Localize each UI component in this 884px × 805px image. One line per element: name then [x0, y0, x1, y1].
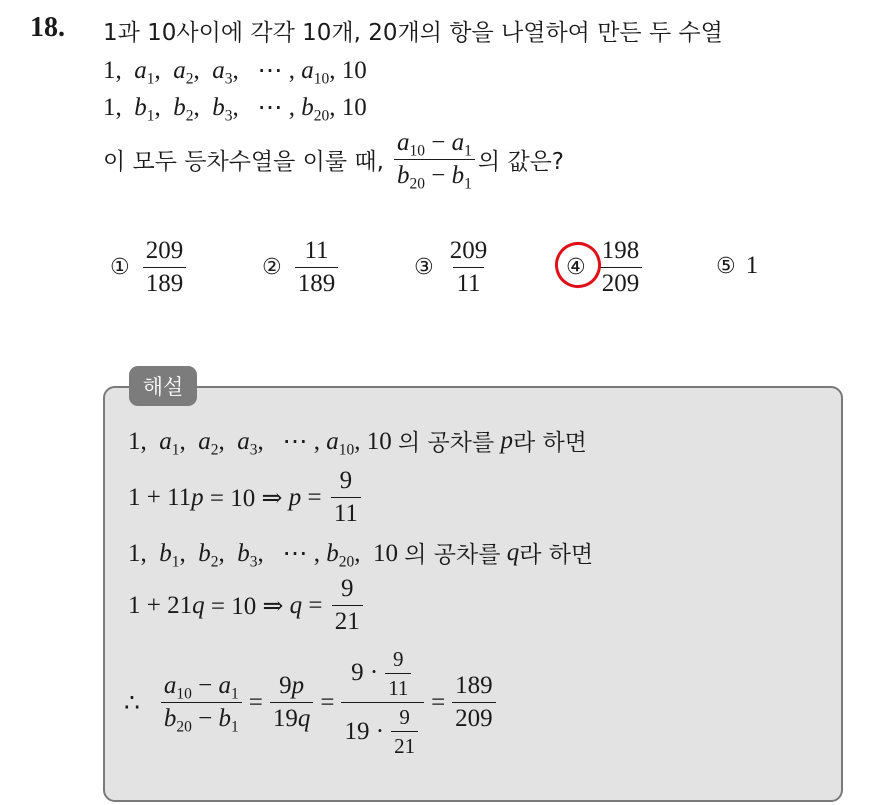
- question-intro: 1과 10사이에 각각 10개, 20개의 항을 나열하여 만든 두 수열: [103, 20, 723, 46]
- nested-fraction: 9 · $\frac{9}{11}$ 19 · $\frac{9}{21}$: [341, 648, 424, 757]
- question-number: 18.: [30, 12, 65, 43]
- solution-tag: 해설: [129, 366, 197, 406]
- choice-2[interactable]: ② $\frac{11}{189}$: [262, 238, 341, 298]
- therefore-symbol: ∴: [124, 689, 140, 717]
- solution-line-3: 1, $b_1$, $b_2$, $b_3$, ⋯ , $b_{20}$, 10 의 공차를 q 라 하면: [128, 538, 594, 570]
- solution-line-5: ∴ $\frac{a_{10} - a_1}{b_{20} - b_1}$ = $\frac{9p}{19q}$ = 9 · $\frac{9}{11}$ 19 · $\frac{9}{21}$ = $\frac{189}{209}$: [124, 648, 499, 757]
- question-ask: 이 모두 등차수열을 이룰 때, $\frac{a_{10} - a_1}{b_{20} - b_1}$ 의 값은?: [103, 129, 565, 193]
- choice-3[interactable]: ③ $\frac{209}{11}$: [414, 237, 488, 298]
- choice-5[interactable]: ⑤ 1: [716, 252, 759, 279]
- solution-line-1: 1, $a_1$, $a_2$, $a_3$, ⋯ , $a_{10}$, 10 의 공차를 p 라 하면: [128, 426, 587, 458]
- sequence-b: 1, $b_1$, $b_2$, $b_3$, ⋯ , $b_{20}$, 10: [103, 94, 367, 125]
- choice-4[interactable]: ④ $\frac{198}{209}$: [566, 238, 645, 298]
- sequence-a: 1, $a_1$, $a_2$, $a_3$, ⋯ , $a_{10}$, 10: [103, 57, 367, 88]
- solution-line-4: 1 + 21 q = 10 ⇒ q = $\frac{9}{21}$: [128, 576, 366, 636]
- ratio-fraction: $\frac{a_{10} - a_1}{b_{20} - b_1}$: [394, 130, 475, 190]
- solution-line-2: 1 + 11 p = 10 ⇒ p = $\frac{9}{11}$: [128, 468, 364, 528]
- choice-1[interactable]: ① $\frac{209}{189}$: [110, 238, 189, 298]
